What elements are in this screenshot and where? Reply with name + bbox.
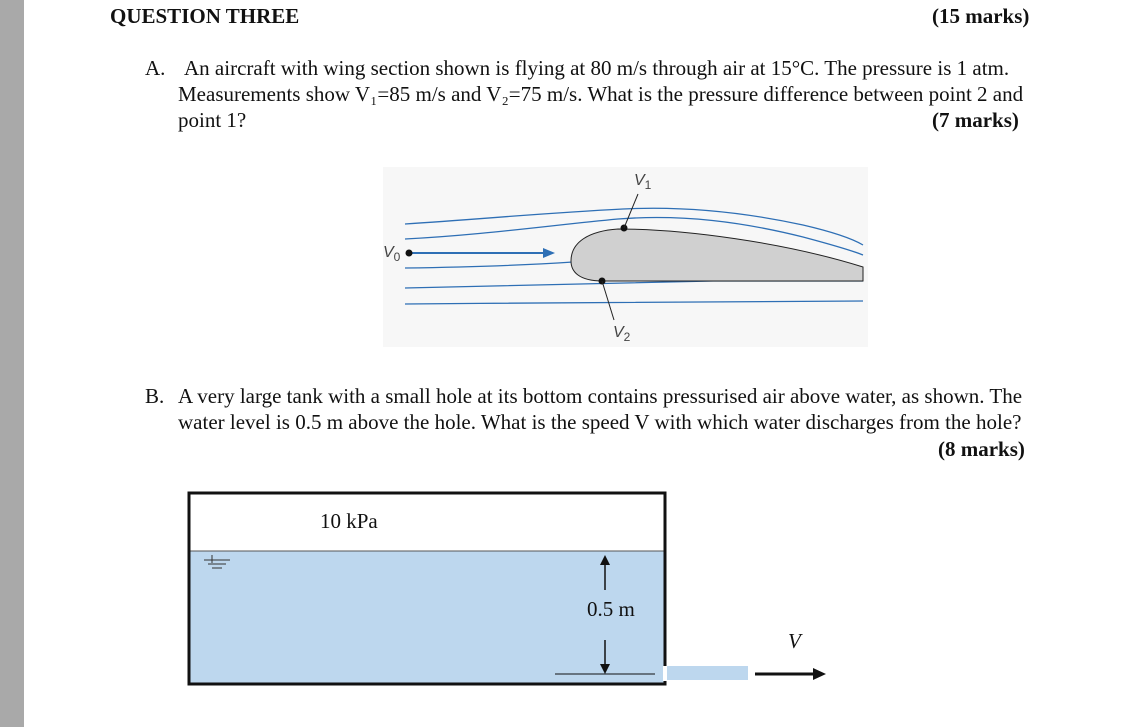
part-a-marks: (7 marks) — [932, 108, 1019, 132]
part-b-line-1: A very large tank with a small hole at its bottom contains pressurised air above water, as shown. The — [178, 384, 1023, 408]
part-b-marks: (8 marks) — [938, 437, 1025, 461]
part-b-line-2: water level is 0.5 m above the hole. What is the speed V with which water discharges from the hole? — [178, 410, 1022, 434]
v0-point — [406, 250, 413, 257]
part-b-letter: B. — [145, 384, 165, 408]
pressure-label: 10 kPa — [320, 509, 378, 533]
part-a-line-1: An aircraft with wing section shown is flying at 80 m/s through air at 15°C. The pressure is 1 atm. — [184, 56, 1010, 80]
velocity-label: V — [788, 629, 801, 653]
v1-label: $V_1$ — [634, 172, 652, 192]
hole-gap — [663, 666, 667, 681]
part-a-line-2: Measurements show V₁=85 m/s and V₂=75 m/s. What is the pressure difference between point 2 and — [178, 82, 1024, 106]
page-edge-bar — [0, 0, 24, 727]
v0-label: $V_0$ — [383, 244, 401, 264]
question-title: QUESTION THREE — [110, 4, 300, 28]
outlet-jet — [666, 666, 748, 680]
v2-label: $V_2$ — [613, 324, 631, 344]
part-a-letter: A. — [145, 56, 166, 80]
airfoil-figure — [383, 167, 868, 347]
tank-figure — [180, 485, 840, 695]
velocity-arrowhead — [813, 668, 826, 680]
question-marks: (15 marks) — [932, 4, 1030, 28]
part-a-line-3: point 1? — [178, 108, 247, 132]
height-label: 0.5 m — [587, 597, 635, 621]
